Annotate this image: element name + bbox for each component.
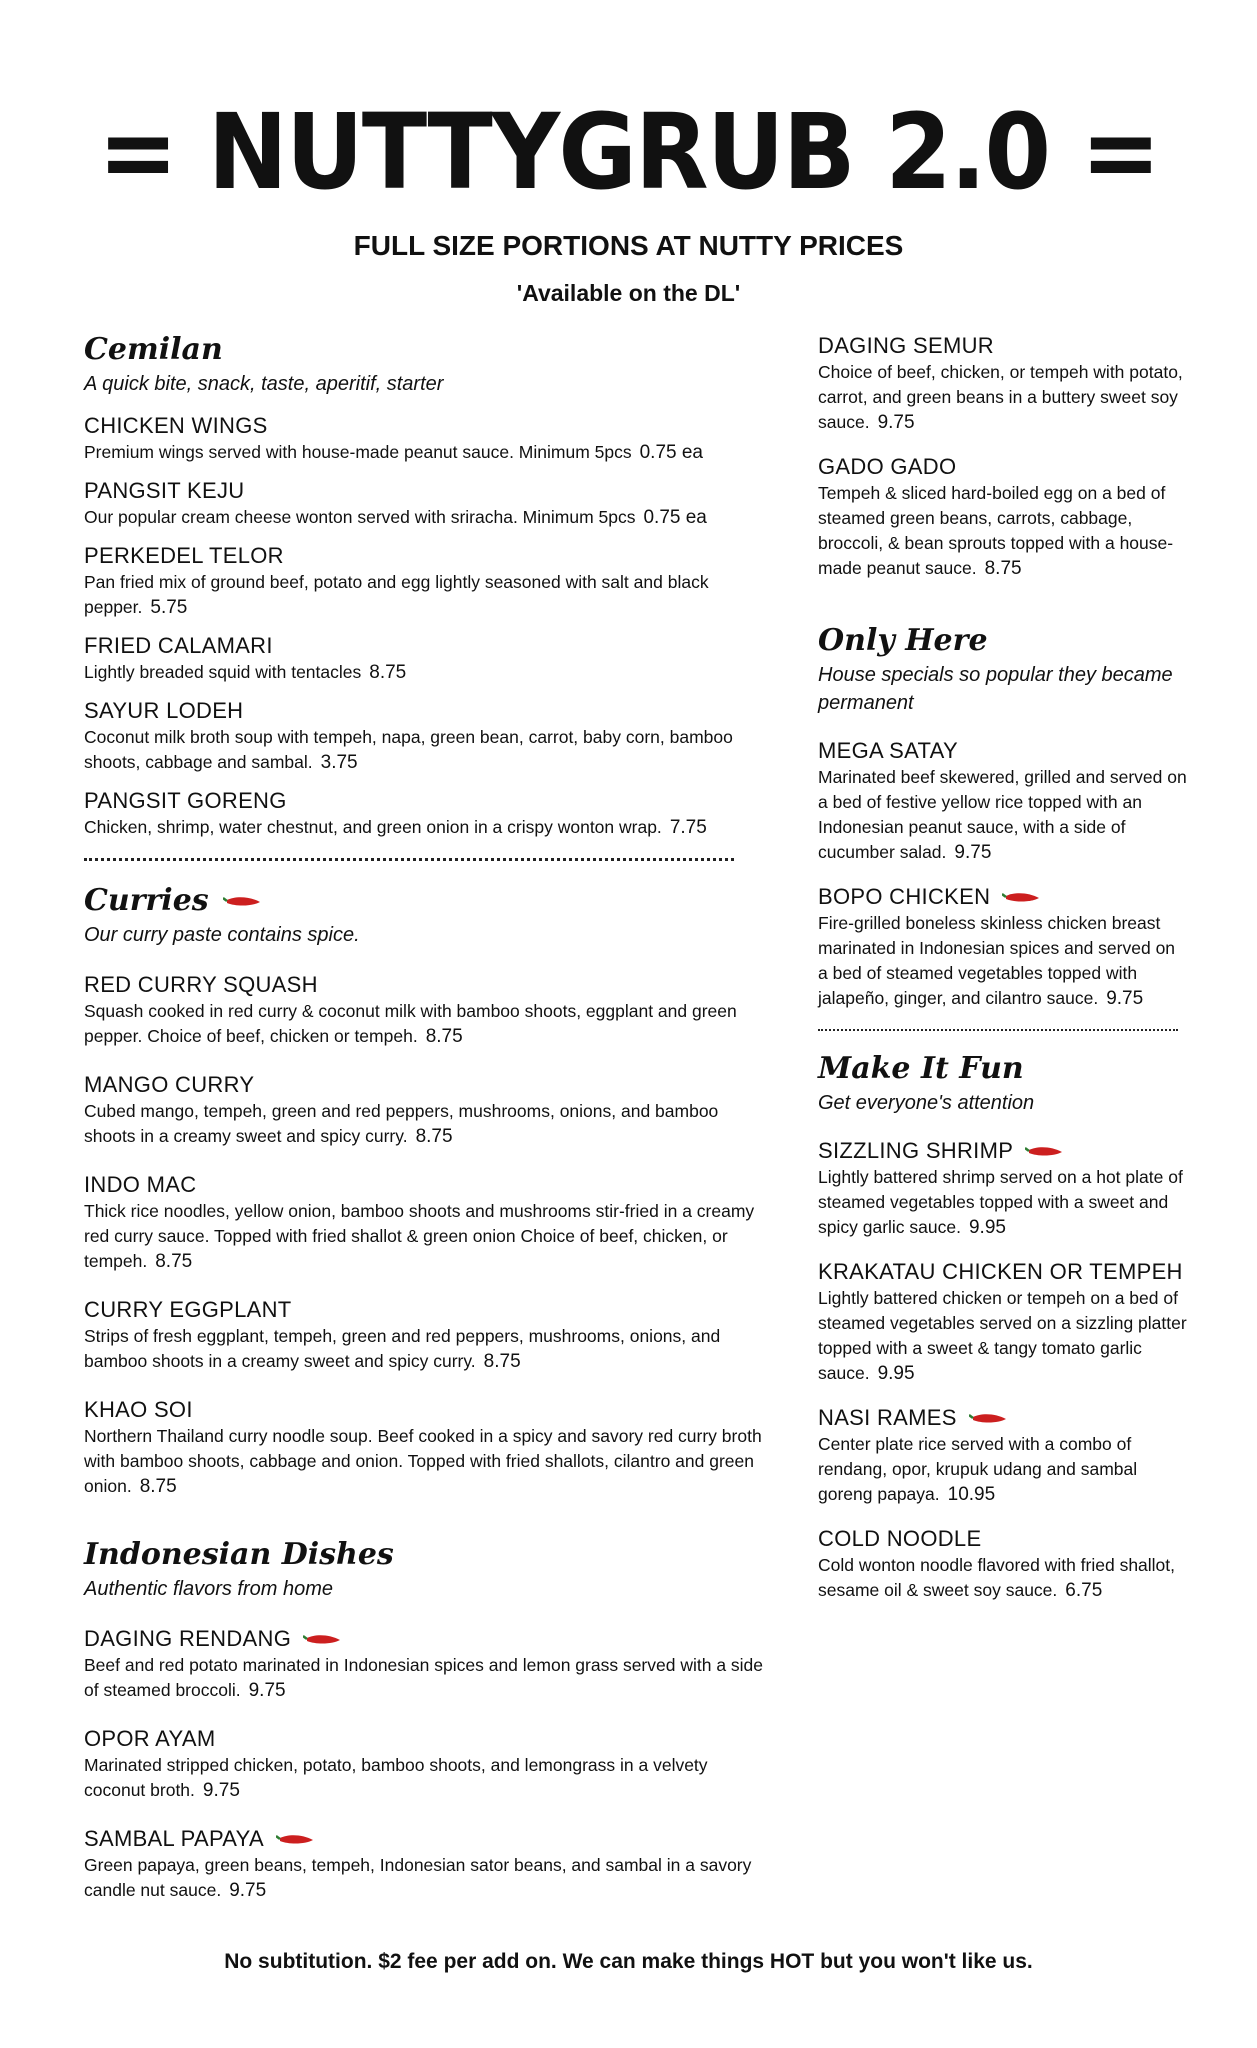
item-description: Thick rice noodles, yellow onion, bamboo shoots and mushrooms stir-fried in a creamy red curry sauce. Topped with fried shallot & green onion Choice of beef, chicken, or tempeh. 8.75: [84, 1201, 755, 1272]
item-name: PANGSIT GORENG: [84, 788, 287, 813]
item-description: Pan fried mix of ground beef, potato and egg lightly seasoned with salt and black pepper. 5.75: [84, 572, 709, 618]
item-price: 8.75: [139, 1476, 177, 1497]
item-price: 6.75: [1065, 1580, 1103, 1601]
item-price: 10.95: [947, 1484, 996, 1505]
item-description: Center plate rice served with a combo of rendang, opor, krupuk udang and sambal goreng papaya. 10.95: [818, 1434, 1138, 1505]
item-price: 7.75: [669, 817, 707, 838]
item-price: 9.75: [248, 1680, 286, 1701]
item-description: Marinated stripped chicken, potato, bamboo shoots, and lemongrass in a velvety coconut broth. 9.75: [84, 1755, 708, 1801]
item-price: 9.95: [968, 1217, 1006, 1238]
section-cemilan: [84, 330, 764, 840]
menu-item: [818, 453, 1188, 581]
item-name: SAYUR LODEH: [84, 698, 244, 723]
section-subtitle: A quick bite, snack, taste, aperitif, starter: [84, 373, 444, 395]
item-name: SAMBAL PAPAYA: [84, 1825, 764, 1853]
dotted-divider: [818, 1029, 1178, 1031]
item-price: 8.75: [425, 1026, 463, 1047]
item-name: COLD NOODLE: [818, 1526, 982, 1551]
availability-note: 'Available on the DL': [516, 280, 741, 306]
menu-item: [84, 1625, 764, 1703]
right-column: [818, 332, 1188, 1621]
item-description: Cubed mango, tempeh, green and red peppers, mushrooms, onions, and bamboo shoots in a creamy sweet and spicy curry. 8.75: [84, 1101, 719, 1147]
item-description: Premium wings served with house-made peanut sauce. Minimum 5pcs 0.75 ea: [84, 442, 704, 463]
menu-item: [818, 1525, 1188, 1603]
item-description: Lightly battered chicken or tempeh on a bed of steamed vegetables served on a sizzling platter topped with a sweet & tangy tomato garlic sauce. 9.95: [818, 1288, 1187, 1384]
menu-item: [818, 1404, 1188, 1507]
menu-item: [818, 1137, 1188, 1240]
item-description: Lightly battered shrimp served on a hot plate of steamed vegetables topped with a sweet and spicy garlic sauce. 9.95: [818, 1167, 1183, 1238]
menu-item: [84, 412, 764, 465]
menu-item: [84, 971, 764, 1049]
menu-item: [84, 1396, 764, 1499]
section-indonesian-dishes: [84, 1535, 764, 1903]
menu-tagline: FULL SIZE PORTIONS AT NUTTY PRICES: [353, 230, 904, 261]
menu-item: [84, 542, 764, 620]
menu-item: [818, 1258, 1188, 1386]
section-title: Curries: [84, 881, 764, 921]
section-title: Make It Fun: [818, 1051, 1024, 1086]
chili-pepper-icon: [1002, 889, 1042, 905]
item-name: CHICKEN WINGS: [84, 413, 268, 438]
chili-pepper-icon: [223, 893, 263, 909]
menu-item: [84, 1296, 764, 1374]
section-subtitle: Get everyone's attention: [818, 1092, 1035, 1114]
item-price: 8.75: [369, 662, 407, 683]
item-name: CURRY EGGPLANT: [84, 1297, 292, 1322]
item-name: SIZZLING SHRIMP: [818, 1137, 1188, 1165]
item-price: 9.95: [877, 1363, 915, 1384]
menu-item: [84, 632, 764, 685]
menu-item: [84, 477, 764, 530]
item-description: Strips of fresh eggplant, tempeh, green and red peppers, mushrooms, onions, and bamboo shoots in a creamy sweet and spicy curry. 8.75: [84, 1326, 721, 1372]
section-make-it-fun: [818, 1049, 1188, 1603]
item-price: 9.75: [877, 412, 915, 433]
item-name: DAGING SEMUR: [818, 333, 994, 358]
item-price: 5.75: [150, 597, 188, 618]
section-title: Indonesian Dishes: [84, 1537, 394, 1572]
item-name: MANGO CURRY: [84, 1072, 255, 1097]
item-price: 8.75: [415, 1126, 453, 1147]
menu-item: [818, 737, 1188, 865]
item-description: Beef and red potato marinated in Indonesian spices and lemon grass served with a side of steamed broccoli. 9.75: [84, 1655, 764, 1701]
item-description: Choice of beef, chicken, or tempeh with potato, carrot, and green beans in a buttery sweet soy sauce. 9.75: [818, 362, 1183, 433]
chili-pepper-icon: [1025, 1143, 1065, 1159]
item-name: OPOR AYAM: [84, 1726, 216, 1751]
item-name: INDO MAC: [84, 1172, 197, 1197]
item-name: PANGSIT KEJU: [84, 478, 245, 503]
item-description: Marinated beef skewered, grilled and served on a bed of festive yellow rice topped with an Indonesian peanut sauce, with a side of cucumber salad. 9.75: [818, 767, 1187, 863]
item-name: KHAO SOI: [84, 1397, 193, 1422]
section-curries: [84, 881, 764, 1499]
item-price: 9.75: [202, 1780, 240, 1801]
item-description: Squash cooked in red curry & coconut milk with bamboo shoots, eggplant and green pepper. Choice of beef, chicken or tempeh. 8.75: [84, 1001, 737, 1047]
item-price: 9.75: [1106, 988, 1144, 1009]
dotted-divider: [84, 858, 734, 861]
item-name: KRAKATAU CHICKEN OR TEMPEH: [818, 1259, 1183, 1284]
item-description: Our popular cream cheese wonton served with sriracha. Minimum 5pcs 0.75 ea: [84, 507, 707, 528]
section-house-dishes: [818, 332, 1188, 581]
menu-item: [84, 1071, 764, 1149]
menu-item: [84, 1171, 764, 1274]
item-name: DAGING RENDANG: [84, 1625, 764, 1653]
item-price: 8.75: [483, 1351, 521, 1372]
item-description: Chicken, shrimp, water chestnut, and green onion in a crispy wonton wrap. 7.75: [84, 817, 707, 838]
section-subtitle: House specials so popular they became permanent: [818, 664, 1173, 714]
section-only-here: [818, 621, 1188, 1011]
menu-item: [818, 332, 1188, 435]
item-description: Northern Thailand curry noodle soup. Beef cooked in a spicy and savory red curry broth with bamboo shoots, cabbage and onion. Topped with fried shallots, cilantro and green onion. 8.75: [84, 1426, 762, 1497]
chili-pepper-icon: [276, 1831, 316, 1847]
section-subtitle: Our curry paste contains spice.: [84, 924, 360, 946]
item-price: 9.75: [229, 1880, 267, 1901]
item-name: MEGA SATAY: [818, 738, 958, 763]
menu-item: [818, 883, 1188, 1011]
item-name: BOPO CHICKEN: [818, 883, 1188, 911]
item-description: Fire-grilled boneless skinless chicken breast marinated in Indonesian spices and served on a bed of steamed vegetables topped with jalapeño, ginger, and cilantro sauce. 9.75: [818, 913, 1176, 1009]
menu-item: [84, 1825, 764, 1903]
menu-item: [84, 1725, 764, 1803]
left-column: [84, 330, 764, 1921]
item-price: 8.75: [155, 1251, 193, 1272]
item-name: PERKEDEL TELOR: [84, 543, 284, 568]
section-subtitle: Authentic flavors from home: [84, 1578, 333, 1600]
chili-pepper-icon: [303, 1631, 343, 1647]
item-description: Cold wonton noodle flavored with fried shallot, sesame oil & sweet soy sauce. 6.75: [818, 1555, 1176, 1601]
section-title: Only Here: [818, 623, 988, 658]
section-title: Cemilan: [84, 332, 223, 367]
item-description: Green papaya, green beans, tempeh, Indonesian sator beans, and sambal in a savory candle nut sauce. 9.75: [84, 1855, 752, 1901]
item-description: Lightly breaded squid with tentacles 8.75: [84, 662, 407, 683]
item-price: 8.75: [984, 558, 1022, 579]
menu-item: [84, 787, 764, 840]
menu-item: [84, 697, 764, 775]
item-price: 3.75: [320, 752, 358, 773]
chili-pepper-icon: [969, 1410, 1009, 1426]
item-name: FRIED CALAMARI: [84, 633, 273, 658]
menu-title: = NUTTYGRUB 2.0 =: [97, 91, 1160, 213]
item-price: 0.75 ea: [639, 442, 704, 463]
footer-note: No subtitution. $2 fee per add on. We can make things HOT but you won't like us.: [224, 1950, 1033, 1973]
item-description: Coconut milk broth soup with tempeh, napa, green bean, carrot, baby corn, bamboo shoots, cabbage and sambal. 3.75: [84, 727, 733, 773]
item-name: RED CURRY SQUASH: [84, 972, 318, 997]
item-price: 9.75: [954, 842, 992, 863]
item-name: NASI RAMES: [818, 1404, 1188, 1432]
item-description: Tempeh & sliced hard-boiled egg on a bed of steamed green beans, carrots, cabbage, broccoli, & bean sprouts topped with a house-made peanut sauce. 8.75: [818, 483, 1174, 579]
item-price: 0.75 ea: [643, 507, 707, 528]
item-name: GADO GADO: [818, 454, 957, 479]
menu-header: [0, 91, 1257, 307]
